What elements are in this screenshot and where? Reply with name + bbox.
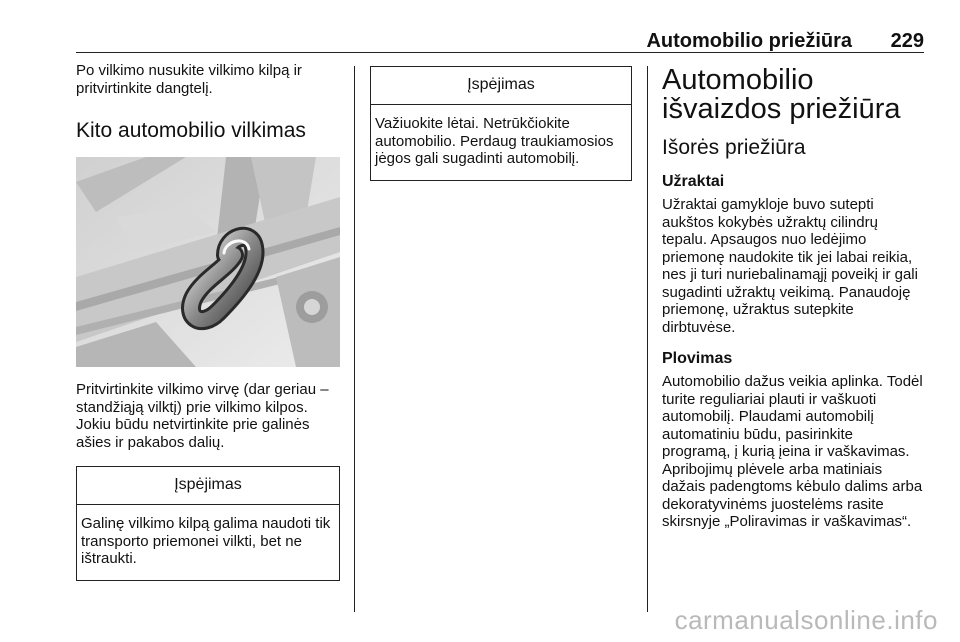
intro-paragraph: Po vilkimo nusukite vilkimo kilpą ir pritvirtinkite dangtelį. (76, 62, 302, 97)
section-heading-exterior: Išorės priežiūra (662, 136, 806, 159)
column-divider-1 (354, 66, 355, 612)
towing-instructions: Pritvirtinkite vilkimo virvę (dar geriau – standžiąją vilktį) prie vilkimo kilpos. Jokiu būdu netvirtinkite prie galinės ašies ir pakabos dalių. (76, 381, 329, 451)
towing-eye-illustration (76, 157, 340, 367)
warning-title-2: Įspėjimas (371, 67, 631, 105)
subsection-heading-washing: Plovimas (662, 350, 733, 367)
watermark: carmanualsonline.info (674, 605, 938, 635)
column-3 (662, 66, 924, 531)
washing-paragraph: Automobilio dažus veikia aplinka. Todėl turite reguliariai plauti ir vaškuoti automobilį. Plaudami automobilį automatiniu būdu, pasirinkite programą, į kurią įeina ir vaškavimas. Apribojimų plėvele arba matiniais dažais padengtoms kėbulo dalims arba dekoratyvinėms juostelėms rasite skirsnyje „Poliravimas ir vaškavimas“. (662, 373, 923, 530)
column-divider-2 (647, 66, 648, 612)
warning-text-2: Važiuokite lėtai. Netrūkčiokite automobilio. Perdaug traukiamosios jėgos gali sugadinti automobilį. (375, 115, 614, 167)
warning-title-1: Įspėjimas (77, 467, 339, 505)
header-rule (76, 52, 924, 53)
column-2 (370, 66, 632, 181)
warning-box-1 (76, 466, 340, 581)
page-number: 229 (890, 30, 924, 52)
column-1 (76, 62, 340, 581)
section-heading-towing-other: Kito automobilio vilkimas (76, 119, 306, 142)
page-header-title: Automobilio priežiūra (646, 30, 852, 52)
locks-paragraph: Užraktai gamykloje buvo sutepti aukštos kokybės užraktų cilindrų tepalu. Apsaugos nuo ledėjimo priemonę naudokite tik jei labai reikia, nes ji turi nuriebalinamąjį poveikį ir gali sugadinti užraktų veikimą. Panaudoję priemonę, užraktus sutepkite dirbtuvėse. (662, 196, 918, 336)
chapter-heading: Automobilio išvaizdos priežiūra (662, 64, 901, 125)
warning-text-1: Galinę vilkimo kilpą galima naudoti tik transporto priemonei vilkti, bet ne ištraukti. (81, 515, 331, 567)
subsection-heading-locks: Užraktai (662, 173, 725, 190)
warning-box-2 (370, 66, 632, 181)
